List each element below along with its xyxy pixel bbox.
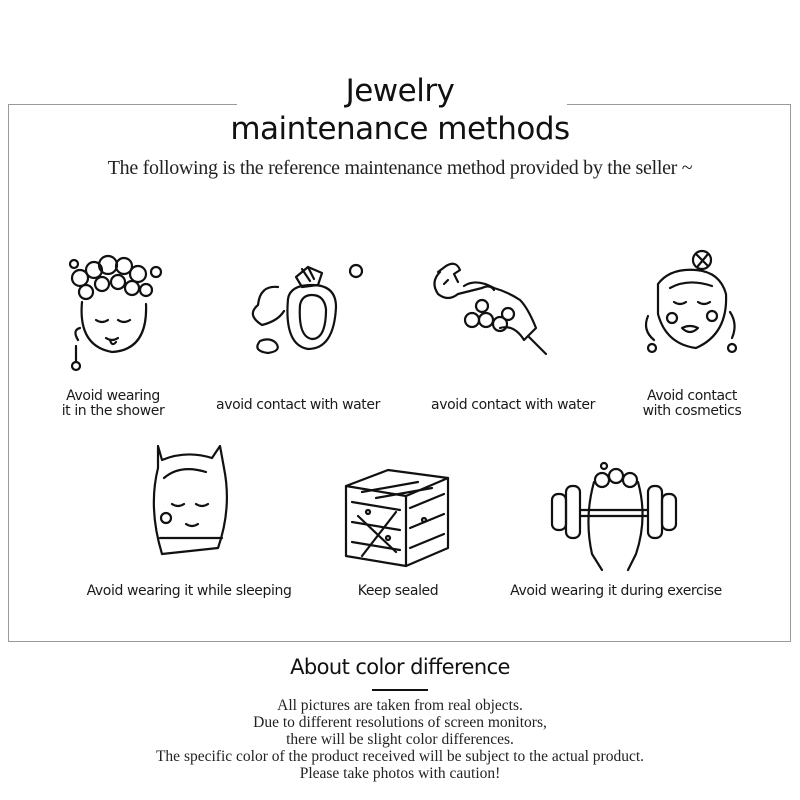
title-underline bbox=[372, 689, 428, 691]
note-line: The specific color of the product received will be subject to the actual product. bbox=[155, 748, 645, 765]
method-label: Avoid wearing it during exercise bbox=[510, 583, 722, 599]
hand-wrench-icon bbox=[424, 258, 554, 358]
method-label: Avoid wearing it while sleeping bbox=[86, 583, 292, 599]
cosmetics-face-icon bbox=[640, 244, 740, 374]
method-label: Keep sealed bbox=[357, 583, 439, 599]
method-label: it in the shower bbox=[61, 403, 165, 419]
sealed-box-icon bbox=[332, 462, 462, 572]
note-line: Due to different resolutions of screen monitors, bbox=[253, 714, 547, 731]
page-subtitle: The following is the reference maintenance method provided by the seller ~ bbox=[107, 157, 693, 179]
page-title-line2: maintenance methods bbox=[230, 111, 570, 147]
note-line: there will be slight color differences. bbox=[286, 731, 514, 748]
method-label: Avoid contact bbox=[646, 388, 738, 404]
note-line: All pictures are taken from real objects. bbox=[277, 697, 523, 714]
sleeping-icon bbox=[140, 438, 240, 568]
color-note-title: About color difference bbox=[290, 655, 510, 679]
method-label: with cosmetics bbox=[642, 403, 742, 419]
page-title-line1: Jewelry bbox=[345, 73, 455, 109]
ring-water-icon bbox=[238, 255, 368, 365]
color-note-text bbox=[0, 697, 800, 782]
method-label: avoid contact with water bbox=[216, 397, 380, 413]
note-line: Please take photos with caution! bbox=[299, 765, 501, 782]
dumbbell-icon bbox=[544, 458, 684, 578]
method-label: avoid contact with water bbox=[431, 397, 595, 413]
method-label: Avoid wearing bbox=[66, 388, 160, 404]
shower-icon bbox=[60, 250, 170, 380]
